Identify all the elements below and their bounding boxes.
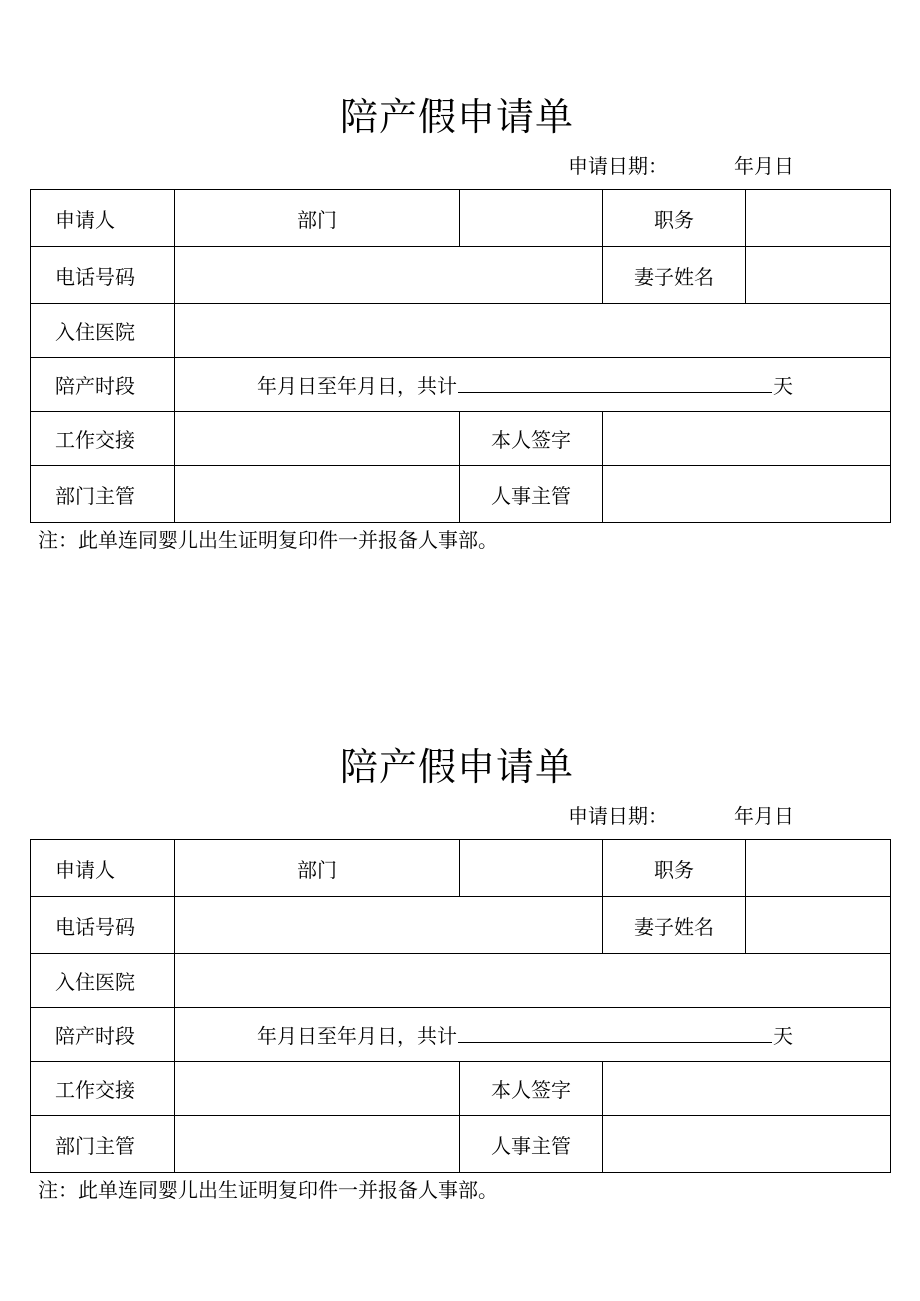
dept-manager-field[interactable] (175, 466, 460, 523)
application-table (30, 839, 891, 1173)
period-unit: 天 (773, 1024, 793, 1048)
handover-label: 工作交接 (31, 1062, 175, 1116)
handover-label: 工作交接 (31, 412, 175, 466)
table-row (31, 840, 891, 897)
phone-field[interactable] (175, 247, 603, 304)
signature-label: 本人签字 (460, 1062, 603, 1116)
applicant-label: 申请人 (31, 190, 175, 247)
total-days-blank[interactable] (458, 1024, 772, 1043)
handover-field[interactable] (175, 412, 460, 466)
period-unit: 天 (773, 374, 793, 398)
period-label: 陪产时段 (31, 358, 175, 412)
position-label: 职务 (603, 190, 746, 247)
date-value[interactable]: 年月日 (734, 804, 794, 828)
hr-manager-label: 人事主管 (460, 466, 603, 523)
date-label: 申请日期： (568, 804, 668, 828)
table-row (31, 954, 891, 1008)
department-label: 部门 (175, 840, 460, 897)
period-field (175, 1008, 891, 1062)
table-row (31, 412, 891, 466)
total-days-blank[interactable] (458, 374, 772, 393)
leave-form-1 (0, 0, 920, 560)
table-row (31, 304, 891, 358)
hospital-field[interactable] (175, 304, 891, 358)
period-label: 陪产时段 (31, 1008, 175, 1062)
leave-form-2 (0, 650, 920, 1210)
date-value[interactable]: 年月日 (734, 154, 794, 178)
application-date-line (568, 802, 794, 830)
table-row (31, 247, 891, 304)
signature-field[interactable] (603, 412, 891, 466)
table-row (31, 1062, 891, 1116)
position-field[interactable] (746, 840, 891, 897)
department-label: 部门 (175, 190, 460, 247)
hr-manager-field[interactable] (603, 1116, 891, 1173)
dept-manager-label: 部门主管 (31, 466, 175, 523)
period-text: 年月日至年月日，共计 (257, 374, 457, 398)
handover-field[interactable] (175, 1062, 460, 1116)
wife-name-label: 妻子姓名 (603, 897, 746, 954)
hr-manager-label: 人事主管 (460, 1116, 603, 1173)
signature-field[interactable] (603, 1062, 891, 1116)
signature-label: 本人签字 (460, 412, 603, 466)
table-row (31, 190, 891, 247)
table-row (31, 1008, 891, 1062)
department-field[interactable] (460, 190, 603, 247)
hospital-field[interactable] (175, 954, 891, 1008)
form-title: 陪产假申请单 (339, 745, 574, 789)
form-note: 注：此单连同婴儿出生证明复印件一并报备人事部。 (38, 528, 498, 552)
wife-name-field[interactable] (746, 897, 891, 954)
applicant-label: 申请人 (31, 840, 175, 897)
application-table (30, 189, 891, 523)
phone-field[interactable] (175, 897, 603, 954)
wife-name-field[interactable] (746, 247, 891, 304)
hr-manager-field[interactable] (603, 466, 891, 523)
application-date-line (568, 152, 794, 180)
position-field[interactable] (746, 190, 891, 247)
position-label: 职务 (603, 840, 746, 897)
table-row (31, 1116, 891, 1173)
table-row (31, 466, 891, 523)
hospital-label: 入住医院 (31, 954, 175, 1008)
form-title: 陪产假申请单 (339, 95, 574, 139)
table-row (31, 897, 891, 954)
date-label: 申请日期： (568, 154, 668, 178)
table-row (31, 358, 891, 412)
form-note: 注：此单连同婴儿出生证明复印件一并报备人事部。 (38, 1178, 498, 1202)
dept-manager-field[interactable] (175, 1116, 460, 1173)
hospital-label: 入住医院 (31, 304, 175, 358)
dept-manager-label: 部门主管 (31, 1116, 175, 1173)
period-text: 年月日至年月日，共计 (257, 1024, 457, 1048)
wife-name-label: 妻子姓名 (603, 247, 746, 304)
period-field (175, 358, 891, 412)
department-field[interactable] (460, 840, 603, 897)
phone-label: 电话号码 (31, 897, 175, 954)
phone-label: 电话号码 (31, 247, 175, 304)
